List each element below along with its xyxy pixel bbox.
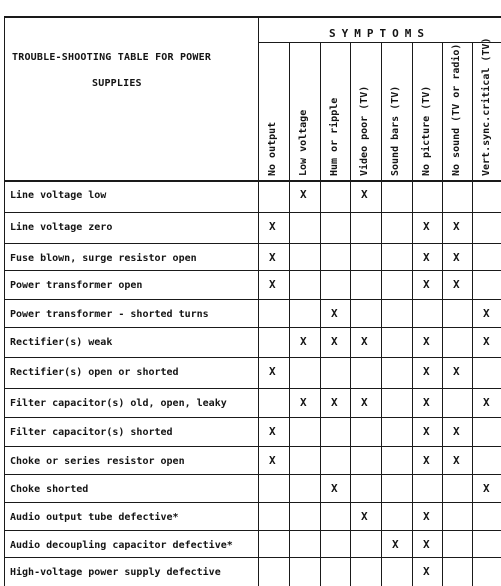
symptom-mark: X	[300, 396, 307, 409]
symptom-mark: X	[269, 425, 276, 438]
symptom-column-header: Sound bars (TV)	[390, 85, 401, 176]
symptom-mark: X	[483, 335, 490, 348]
symptom-mark: X	[423, 335, 430, 348]
symptom-mark: X	[423, 454, 430, 467]
symptom-mark: X	[300, 188, 307, 201]
symptom-mark: X	[269, 454, 276, 467]
symptom-mark: X	[269, 278, 276, 291]
row-label: Line voltage low	[10, 190, 107, 201]
symptom-column-header: Vert.sync.critical (TV)	[481, 37, 492, 176]
row-divider	[4, 530, 501, 531]
symptom-column-header: No sound (TV or radio)	[451, 43, 462, 176]
column-divider	[472, 42, 473, 586]
row-divider	[4, 212, 501, 213]
row-label: Fuse blown, surge resistor open	[10, 253, 197, 264]
row-label: Audio output tube defective*	[10, 512, 179, 523]
row-label: Filter capacitor(s) shorted	[10, 427, 173, 438]
column-divider	[442, 42, 443, 586]
column-divider	[320, 42, 321, 586]
symptoms-divider	[258, 42, 501, 43]
row-divider	[4, 270, 501, 271]
symptom-mark: X	[423, 220, 430, 233]
symptom-mark: X	[483, 482, 490, 495]
symptom-mark: X	[453, 278, 460, 291]
symptom-mark: X	[423, 510, 430, 523]
row-divider	[4, 388, 501, 389]
symptoms-heading: SYMPTOMS	[329, 27, 430, 40]
symptom-mark: X	[483, 307, 490, 320]
symptom-column-header: Hum or ripple	[329, 97, 340, 176]
table-top-border	[4, 16, 501, 18]
row-label: Filter capacitor(s) old, open, leaky	[10, 398, 227, 409]
row-divider	[4, 327, 501, 328]
symptom-column-header: Video poor (TV)	[359, 85, 370, 176]
row-divider	[4, 502, 501, 503]
symptom-mark: X	[361, 335, 368, 348]
symptom-mark: X	[453, 251, 460, 264]
symptom-mark: X	[453, 220, 460, 233]
symptom-mark: X	[423, 538, 430, 551]
symptom-mark: X	[423, 278, 430, 291]
row-label: Line voltage zero	[10, 222, 113, 233]
row-label: Choke shorted	[10, 484, 89, 495]
row-label: Power transformer - shorted turns	[10, 309, 209, 320]
row-label: Power transformer open	[10, 280, 143, 291]
row-label: Rectifier(s) weak	[10, 337, 113, 348]
symptom-mark: X	[453, 365, 460, 378]
symptom-mark: X	[483, 396, 490, 409]
row-divider	[4, 557, 501, 558]
symptom-mark: X	[331, 396, 338, 409]
symptom-column-header: No output	[267, 121, 278, 176]
symptom-mark: X	[423, 425, 430, 438]
symptom-mark: X	[453, 425, 460, 438]
symptom-mark: X	[423, 365, 430, 378]
symptom-column-header: Low voltage	[298, 109, 309, 176]
row-divider	[4, 474, 501, 475]
symptom-mark: X	[392, 538, 399, 551]
symptom-column-header: No picture (TV)	[421, 85, 432, 176]
table-title-line1: TROUBLE-SHOOTING TABLE FOR POWER	[12, 52, 212, 63]
symptom-mark: X	[331, 482, 338, 495]
symptom-mark: X	[269, 251, 276, 264]
row-label: Choke or series resistor open	[10, 456, 185, 467]
symptom-mark: X	[361, 188, 368, 201]
column-divider	[289, 42, 290, 586]
row-divider	[4, 357, 501, 358]
symptom-mark: X	[361, 396, 368, 409]
row-label: Audio decoupling capacitor defective*	[10, 540, 233, 551]
symptom-mark: X	[300, 335, 307, 348]
symptom-mark: X	[423, 396, 430, 409]
row-divider	[4, 417, 501, 418]
table-left-border	[4, 16, 5, 586]
symptom-mark: X	[269, 220, 276, 233]
row-divider	[4, 446, 501, 447]
symptom-mark: X	[423, 251, 430, 264]
column-divider	[381, 42, 382, 586]
symptom-mark: X	[269, 365, 276, 378]
column-divider	[412, 42, 413, 586]
column-divider	[258, 16, 259, 586]
table-title-line2: SUPPLIES	[92, 78, 142, 89]
symptom-mark: X	[453, 454, 460, 467]
symptom-mark: X	[331, 335, 338, 348]
row-divider	[4, 299, 501, 300]
row-divider	[4, 243, 501, 244]
symptom-mark: X	[423, 565, 430, 578]
row-label: High-voltage power supply defective	[10, 567, 221, 578]
symptom-mark: X	[331, 307, 338, 320]
symptom-mark: X	[361, 510, 368, 523]
column-divider	[350, 42, 351, 586]
row-label: Rectifier(s) open or shorted	[10, 367, 179, 378]
header-bottom-border	[4, 180, 501, 182]
